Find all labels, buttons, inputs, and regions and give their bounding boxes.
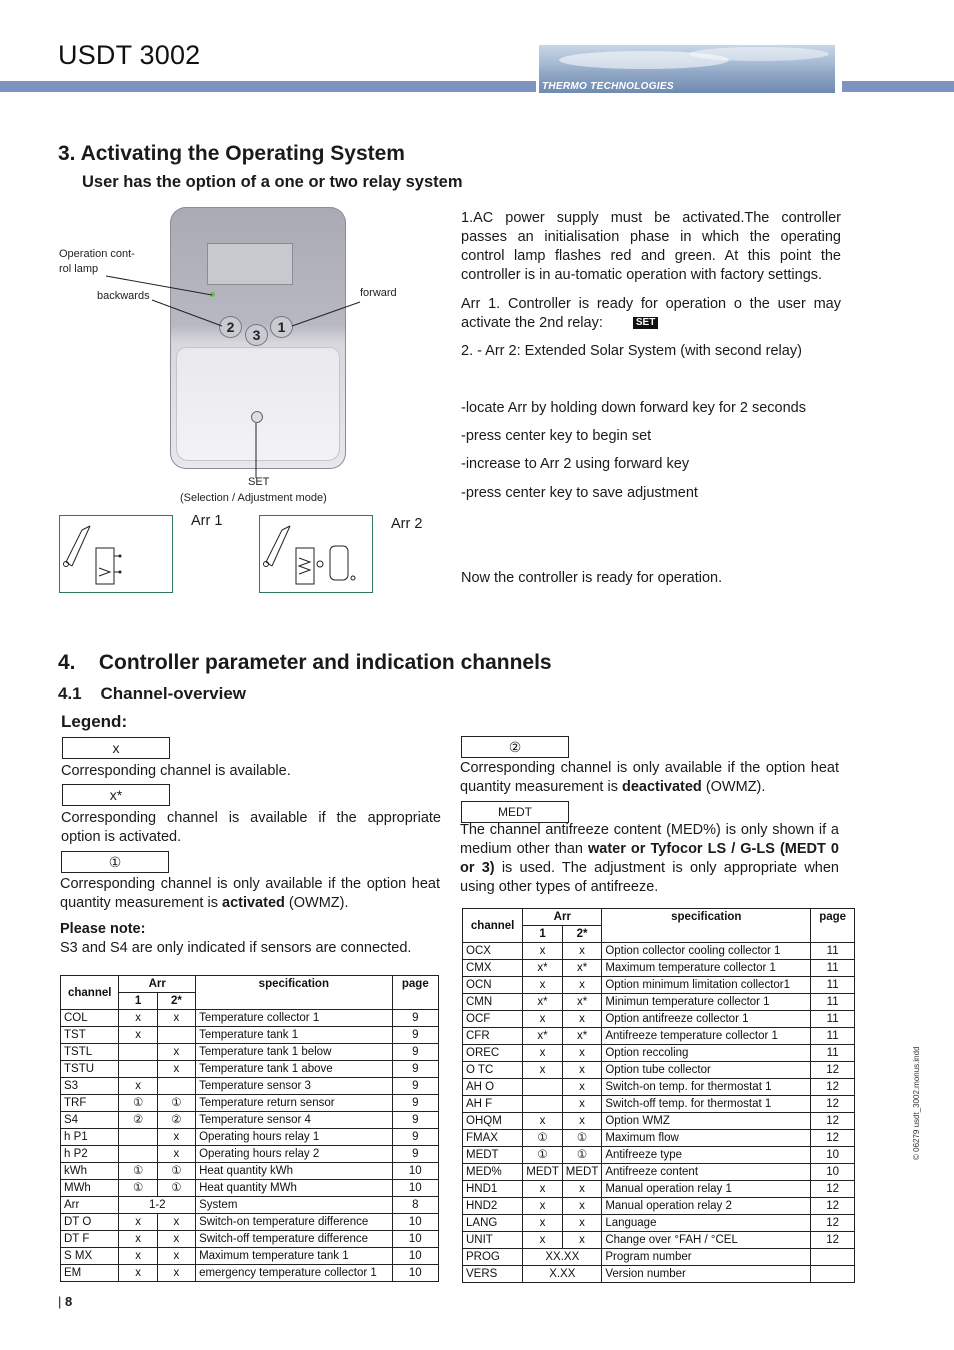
arr2-cell: x xyxy=(562,1113,602,1130)
table-row xyxy=(61,1214,439,1231)
spec-cell: Option minimum limitation collector1 xyxy=(602,977,811,994)
table-row xyxy=(61,1248,439,1265)
spec-cell: Version number xyxy=(602,1266,811,1283)
arr1-cell: x xyxy=(119,1248,157,1265)
step-3: -increase to Arr 2 using forward key xyxy=(461,456,690,472)
table-row xyxy=(463,1266,855,1283)
arr2-cell: x xyxy=(157,1010,195,1027)
col-header-arr1: 1 xyxy=(523,926,563,943)
spec-cell: Option tube collector xyxy=(602,1062,811,1079)
table-row xyxy=(463,1232,855,1249)
arr1-cell: x xyxy=(523,1215,563,1232)
table-row xyxy=(463,1062,855,1079)
channel-cell: CMX xyxy=(463,960,523,977)
spec-cell: Temperature tank 1 above xyxy=(196,1061,393,1078)
note-title: Please note: xyxy=(60,921,146,937)
arr1-cell: x xyxy=(523,943,563,960)
spec-cell: Manual operation relay 1 xyxy=(602,1181,811,1198)
page-cell: 10 xyxy=(392,1180,438,1197)
page-cell: 10 xyxy=(811,1164,855,1181)
page-number: | 8 xyxy=(58,1294,73,1309)
page-cell: 12 xyxy=(811,1096,855,1113)
legend-box-available: x xyxy=(62,737,170,759)
page-cell: 9 xyxy=(392,1061,438,1078)
table-row xyxy=(61,1129,439,1146)
spec-cell: Maximum temperature collector 1 xyxy=(602,960,811,977)
arr2-cell: x xyxy=(157,1248,195,1265)
col-header-channel: channel xyxy=(61,976,119,1010)
section-3-subtitle: User has the option of a one or two relay system xyxy=(82,173,463,191)
table-row xyxy=(61,1061,439,1078)
page-cell: 10 xyxy=(811,1147,855,1164)
channel-cell: COL xyxy=(61,1010,119,1027)
spec-cell: Antifreeze temperature collector 1 xyxy=(602,1028,811,1045)
legend-wmz-on-a: Corresponding channel is only available if the option heat quantity measurement is xyxy=(60,876,440,911)
spec-cell: Language xyxy=(602,1215,811,1232)
table-row xyxy=(61,1112,439,1129)
spec-cell: Switch-off temp. for thermostat 1 xyxy=(602,1096,811,1113)
arr2-cell: x xyxy=(562,1096,602,1113)
page-cell: 11 xyxy=(811,994,855,1011)
arr1-cell xyxy=(523,1079,563,1096)
arr1-cell: x* xyxy=(523,994,563,1011)
backwards-label: backwards xyxy=(97,290,150,302)
page-cell: 11 xyxy=(811,1011,855,1028)
col-header-arr1: 1 xyxy=(119,993,157,1010)
col-header-arr: Arr xyxy=(119,976,196,993)
legend-box-wmz-on: ① xyxy=(61,851,169,873)
legend-wmz-off-c: (OWMZ). xyxy=(701,779,766,795)
arr2-cell: ① xyxy=(562,1147,602,1164)
spec-cell: Temperature tank 1 below xyxy=(196,1044,393,1061)
channel-cell: TRF xyxy=(61,1095,119,1112)
legend-box-wmz-off: ② xyxy=(461,736,569,758)
table-row xyxy=(61,1010,439,1027)
arr2-cell: x xyxy=(562,1198,602,1215)
legend-title: Legend: xyxy=(61,712,128,731)
channel-cell: DT O xyxy=(61,1214,119,1231)
arr2-cell: x xyxy=(562,1062,602,1079)
spec-cell: Option antifreeze collector 1 xyxy=(602,1011,811,1028)
channel-cell: LANG xyxy=(463,1215,523,1232)
page-cell: 9 xyxy=(392,1095,438,1112)
channel-cell: FMAX xyxy=(463,1130,523,1147)
arr1-diagram xyxy=(59,515,173,593)
spec-cell: Option WMZ xyxy=(602,1113,811,1130)
arr2-cell: x* xyxy=(562,994,602,1011)
arr2-cell: ① xyxy=(157,1163,195,1180)
channel-cell: TSTU xyxy=(61,1061,119,1078)
table-row xyxy=(61,1180,439,1197)
arr1-cell: ② xyxy=(119,1112,157,1129)
page-cell: 9 xyxy=(392,1129,438,1146)
spec-cell: Switch-on temp. for thermostat 1 xyxy=(602,1079,811,1096)
spec-cell: Heat quantity kWh xyxy=(196,1163,393,1180)
table-row xyxy=(463,1028,855,1045)
legend-wmz-off-a: Corresponding channel is only available if the option heat quantity measurement is xyxy=(460,760,839,795)
table-row xyxy=(463,994,855,1011)
arr1-cell: x xyxy=(523,1011,563,1028)
page-cell xyxy=(811,1266,855,1283)
channel-cell: MEDT xyxy=(463,1147,523,1164)
channel-cell: CMN xyxy=(463,994,523,1011)
arr1-cell: 1-2 xyxy=(119,1197,196,1214)
channel-cell: TSTL xyxy=(61,1044,119,1061)
channel-cell: TST xyxy=(61,1027,119,1044)
channel-cell: AH O xyxy=(463,1079,523,1096)
spec-cell: Change over °FAH / °CEL xyxy=(602,1232,811,1249)
channel-cell: S4 xyxy=(61,1112,119,1129)
table-row xyxy=(463,1096,855,1113)
page-cell: 12 xyxy=(811,1215,855,1232)
channel-cell: EM xyxy=(61,1265,119,1282)
channel-cell: CFR xyxy=(463,1028,523,1045)
arr2-cell: x xyxy=(562,977,602,994)
legend-medt-a: The channel antifreeze content (MED%) is only shown if a medium other than xyxy=(460,822,839,857)
channel-cell: OHQM xyxy=(463,1113,523,1130)
spec-cell: Antifreeze type xyxy=(602,1147,811,1164)
arr1-cell: MEDT xyxy=(523,1164,563,1181)
table-row xyxy=(61,1231,439,1248)
col-header-arr: Arr xyxy=(523,909,602,926)
page-cell: 10 xyxy=(392,1231,438,1248)
spec-cell: Minimun temperature collector 1 xyxy=(602,994,811,1011)
legend-wmz-off-b: deactivated xyxy=(622,779,702,795)
channel-cell: S MX xyxy=(61,1248,119,1265)
arr1-cell xyxy=(119,1061,157,1078)
channel-cell: PROG xyxy=(463,1249,523,1266)
file-reference: © 06279 usdt_3002.monus.indd xyxy=(912,1046,921,1160)
legend-text-option: Corresponding channel is available if the appropriate option is activated. xyxy=(61,810,441,845)
section-4-1-subtitle: 4.1 Channel-overview xyxy=(58,684,247,703)
col-header-spec: specification xyxy=(196,976,393,1010)
arr2-cell: x xyxy=(562,1011,602,1028)
arr2-label: Arr 2 xyxy=(391,516,423,532)
arr2-cell: x* xyxy=(562,960,602,977)
table-row xyxy=(463,1198,855,1215)
table-row xyxy=(463,1181,855,1198)
brand-label: THERMO TECHNOLOGIES xyxy=(542,81,674,92)
spec-cell: Manual operation relay 2 xyxy=(602,1198,811,1215)
page-cell: 12 xyxy=(811,1130,855,1147)
channel-cell: OREC xyxy=(463,1045,523,1062)
spec-cell: Antifreeze content xyxy=(602,1164,811,1181)
legend-text-wmz-off xyxy=(460,759,839,797)
channel-cell: OCX xyxy=(463,943,523,960)
arr1-cell: ① xyxy=(523,1147,563,1164)
table-row xyxy=(463,1215,855,1232)
channel-table-left xyxy=(60,975,439,1282)
col-header-arr2: 2* xyxy=(157,993,195,1010)
arr2-cell: x xyxy=(562,1215,602,1232)
col-header-spec: specification xyxy=(602,909,811,943)
spec-cell: Temperature sensor 4 xyxy=(196,1112,393,1129)
table-row xyxy=(463,960,855,977)
arr2-cell: x xyxy=(562,1079,602,1096)
page-cell: 12 xyxy=(811,1062,855,1079)
arr1-cell: x xyxy=(119,1078,157,1095)
arr1-cell xyxy=(119,1146,157,1163)
arr2-cell xyxy=(157,1078,195,1095)
arr2-cell: x xyxy=(157,1265,195,1282)
arr2-cell: x xyxy=(562,1045,602,1062)
table-row xyxy=(61,1146,439,1163)
arr1-cell: x xyxy=(523,1113,563,1130)
spec-cell: Temperature tank 1 xyxy=(196,1027,393,1044)
legend-medt-c: is used. The adjustment is only appropriate when using other types of antifreeze. xyxy=(460,860,839,895)
page-cell: 9 xyxy=(392,1044,438,1061)
arr1-cell xyxy=(119,1129,157,1146)
spec-cell: Operating hours relay 1 xyxy=(196,1129,393,1146)
spec-cell: Program number xyxy=(602,1249,811,1266)
arr1-cell: x xyxy=(119,1010,157,1027)
arr2-cell: ① xyxy=(562,1130,602,1147)
page-cell: 11 xyxy=(811,1028,855,1045)
page-cell: 11 xyxy=(811,977,855,994)
step-1: -locate Arr by holding down forward key for 2 seconds xyxy=(461,400,806,416)
table-row xyxy=(61,1265,439,1282)
instruction-para-2 xyxy=(461,295,841,333)
page-cell: 12 xyxy=(811,1113,855,1130)
instruction-para-3: 2. - Arr 2: Extended Solar System (with second relay) xyxy=(461,343,802,359)
col-header-arr2: 2* xyxy=(562,926,602,943)
spec-cell: Switch-off temperature difference xyxy=(196,1231,393,1248)
page-number-value: 8 xyxy=(65,1294,73,1309)
arr1-cell: x xyxy=(523,977,563,994)
arr2-cell: x xyxy=(157,1129,195,1146)
channel-cell: S3 xyxy=(61,1078,119,1095)
col-header-page: page xyxy=(392,976,438,1010)
lamp-label: Operation cont- rol lamp xyxy=(59,248,135,275)
arr2-cell: x xyxy=(562,1181,602,1198)
col-header-page: page xyxy=(811,909,855,943)
arr1-cell: x* xyxy=(523,960,563,977)
arr1-cell: x xyxy=(523,1232,563,1249)
table-row xyxy=(463,943,855,960)
arr1-cell: ① xyxy=(119,1163,157,1180)
legend-box-option: x* xyxy=(62,784,170,806)
arr1-cell: ① xyxy=(523,1130,563,1147)
channel-cell: h P2 xyxy=(61,1146,119,1163)
instruction-para-1: 1.AC power supply must be activated.The controller passes an initialisation phase in which the operating control lamp flashes red and green. At this point the controller is in au-tomatic operation with factory settings. xyxy=(461,210,841,283)
legend-text-wmz-on xyxy=(60,875,440,913)
table-row xyxy=(61,1095,439,1112)
table-row xyxy=(463,1045,855,1062)
page-cell: 9 xyxy=(392,1146,438,1163)
arr1-cell: x xyxy=(523,1045,563,1062)
arr2-cell: x* xyxy=(562,1028,602,1045)
channel-cell: Arr xyxy=(61,1197,119,1214)
page-cell: 12 xyxy=(811,1181,855,1198)
arr2-cell xyxy=(157,1027,195,1044)
table-row xyxy=(463,1147,855,1164)
arr1-cell: x xyxy=(119,1265,157,1282)
spec-cell: Heat quantity MWh xyxy=(196,1180,393,1197)
arr1-cell: X.XX xyxy=(523,1266,602,1283)
channel-cell: HND1 xyxy=(463,1181,523,1198)
page-cell: 11 xyxy=(811,943,855,960)
table-row xyxy=(61,1044,439,1061)
table-row xyxy=(61,1197,439,1214)
table-row xyxy=(463,1113,855,1130)
col-header-channel: channel xyxy=(463,909,523,943)
channel-cell: MED% xyxy=(463,1164,523,1181)
instruction-para-2-text: Arr 1. Controller is ready for operation o the user may activate the 2nd relay: xyxy=(461,296,841,331)
arr2-cell: ① xyxy=(157,1095,195,1112)
spec-cell: Temperature collector 1 xyxy=(196,1010,393,1027)
arr1-cell: XX.XX xyxy=(523,1249,602,1266)
note-text: S3 and S4 are only indicated if sensors are connected. xyxy=(60,940,412,956)
arr2-cell: x xyxy=(157,1044,195,1061)
page-cell xyxy=(811,1249,855,1266)
page-cell: 9 xyxy=(392,1010,438,1027)
page-cell: 12 xyxy=(811,1079,855,1096)
spec-cell: Operating hours relay 2 xyxy=(196,1146,393,1163)
channel-cell: UNIT xyxy=(463,1232,523,1249)
section-3-title: 3. Activating the Operating System xyxy=(58,142,405,165)
arr2-cell: x xyxy=(157,1061,195,1078)
key-1-forward: 1 xyxy=(270,316,293,338)
channel-cell: OCN xyxy=(463,977,523,994)
table-row xyxy=(61,1163,439,1180)
channel-table-right xyxy=(462,908,855,1283)
channel-cell: MWh xyxy=(61,1180,119,1197)
spec-cell: Maximum temperature tank 1 xyxy=(196,1248,393,1265)
legend-text-available: Corresponding channel is available. xyxy=(61,763,291,779)
table-row xyxy=(463,1130,855,1147)
set-description: (Selection / Adjustment mode) xyxy=(180,492,327,504)
step-2: -press center key to begin set xyxy=(461,428,652,444)
arr2-cell: x xyxy=(562,1232,602,1249)
page-cell: 10 xyxy=(392,1163,438,1180)
arr1-cell xyxy=(523,1096,563,1113)
set-label: SET xyxy=(248,476,270,488)
document-title: USDT 3002 xyxy=(58,40,201,70)
page-cell: 10 xyxy=(392,1214,438,1231)
page-cell: 10 xyxy=(392,1248,438,1265)
spec-cell: emergency temperature collector 1 xyxy=(196,1265,393,1282)
spec-cell: Temperature return sensor xyxy=(196,1095,393,1112)
page-cell: 12 xyxy=(811,1232,855,1249)
page-cell: 11 xyxy=(811,960,855,977)
channel-cell: h P1 xyxy=(61,1129,119,1146)
arr2-cell: x xyxy=(157,1231,195,1248)
legend-text-medt xyxy=(460,821,839,897)
arr1-cell: x xyxy=(119,1231,157,1248)
legend-box-medt: MEDT xyxy=(461,801,569,823)
legend-medt-b: water or Tyfocor LS / G-LS (MEDT 0 or 3) xyxy=(460,841,839,876)
table-row xyxy=(61,1027,439,1044)
step-4: -press center key to save adjustment xyxy=(461,485,698,501)
legend-wmz-on-c: (OWMZ). xyxy=(284,895,349,911)
arr2-cell: x xyxy=(157,1146,195,1163)
set-badge-icon: SET xyxy=(633,317,658,329)
page-cell: 9 xyxy=(392,1078,438,1095)
page-cell: 12 xyxy=(811,1198,855,1215)
arr1-cell: x xyxy=(523,1198,563,1215)
section-4-title: 4. Controller parameter and indication channels xyxy=(58,651,552,674)
arr2-cell: x xyxy=(562,943,602,960)
page-cell: 8 xyxy=(392,1197,438,1214)
channel-cell: HND2 xyxy=(463,1198,523,1215)
arr1-cell: x xyxy=(119,1027,157,1044)
key-2-backward: 2 xyxy=(219,316,242,338)
page-cell: 9 xyxy=(392,1112,438,1129)
table-row xyxy=(463,1079,855,1096)
arr1-cell: x xyxy=(119,1214,157,1231)
forward-label: forward xyxy=(360,287,397,299)
channel-cell: O TC xyxy=(463,1062,523,1079)
spec-cell: Option reccoling xyxy=(602,1045,811,1062)
spec-cell: Switch-on temperature difference xyxy=(196,1214,393,1231)
arr2-cell: x xyxy=(157,1214,195,1231)
channel-cell: DT F xyxy=(61,1231,119,1248)
arr1-label: Arr 1 xyxy=(191,513,223,529)
arr1-cell: x* xyxy=(523,1028,563,1045)
table-row xyxy=(61,1078,439,1095)
arr1-cell: x xyxy=(523,1181,563,1198)
spec-cell: Maximum flow xyxy=(602,1130,811,1147)
spec-cell: Option collector cooling collector 1 xyxy=(602,943,811,960)
arr1-cell: ① xyxy=(119,1095,157,1112)
page-cell: 10 xyxy=(392,1265,438,1282)
channel-cell: OCF xyxy=(463,1011,523,1028)
channel-cell: kWh xyxy=(61,1163,119,1180)
table-row xyxy=(463,1249,855,1266)
arr2-diagram xyxy=(259,515,373,593)
legend-wmz-on-b: activated xyxy=(222,895,285,911)
arr2-cell: ② xyxy=(157,1112,195,1129)
table-row xyxy=(463,1164,855,1181)
spec-cell: System xyxy=(196,1197,393,1214)
channel-cell: AH F xyxy=(463,1096,523,1113)
arr1-cell: ① xyxy=(119,1180,157,1197)
page-cell: 9 xyxy=(392,1027,438,1044)
arr2-cell: ① xyxy=(157,1180,195,1197)
table-row xyxy=(463,1011,855,1028)
channel-cell: VERS xyxy=(463,1266,523,1283)
arr1-cell: x xyxy=(523,1062,563,1079)
spec-cell: Temperature sensor 3 xyxy=(196,1078,393,1095)
ready-text: Now the controller is ready for operation. xyxy=(461,570,723,586)
table-row xyxy=(463,977,855,994)
arr2-cell: MEDT xyxy=(562,1164,602,1181)
page-cell: 11 xyxy=(811,1045,855,1062)
arr1-cell xyxy=(119,1044,157,1061)
key-3-center: 3 xyxy=(245,324,268,346)
